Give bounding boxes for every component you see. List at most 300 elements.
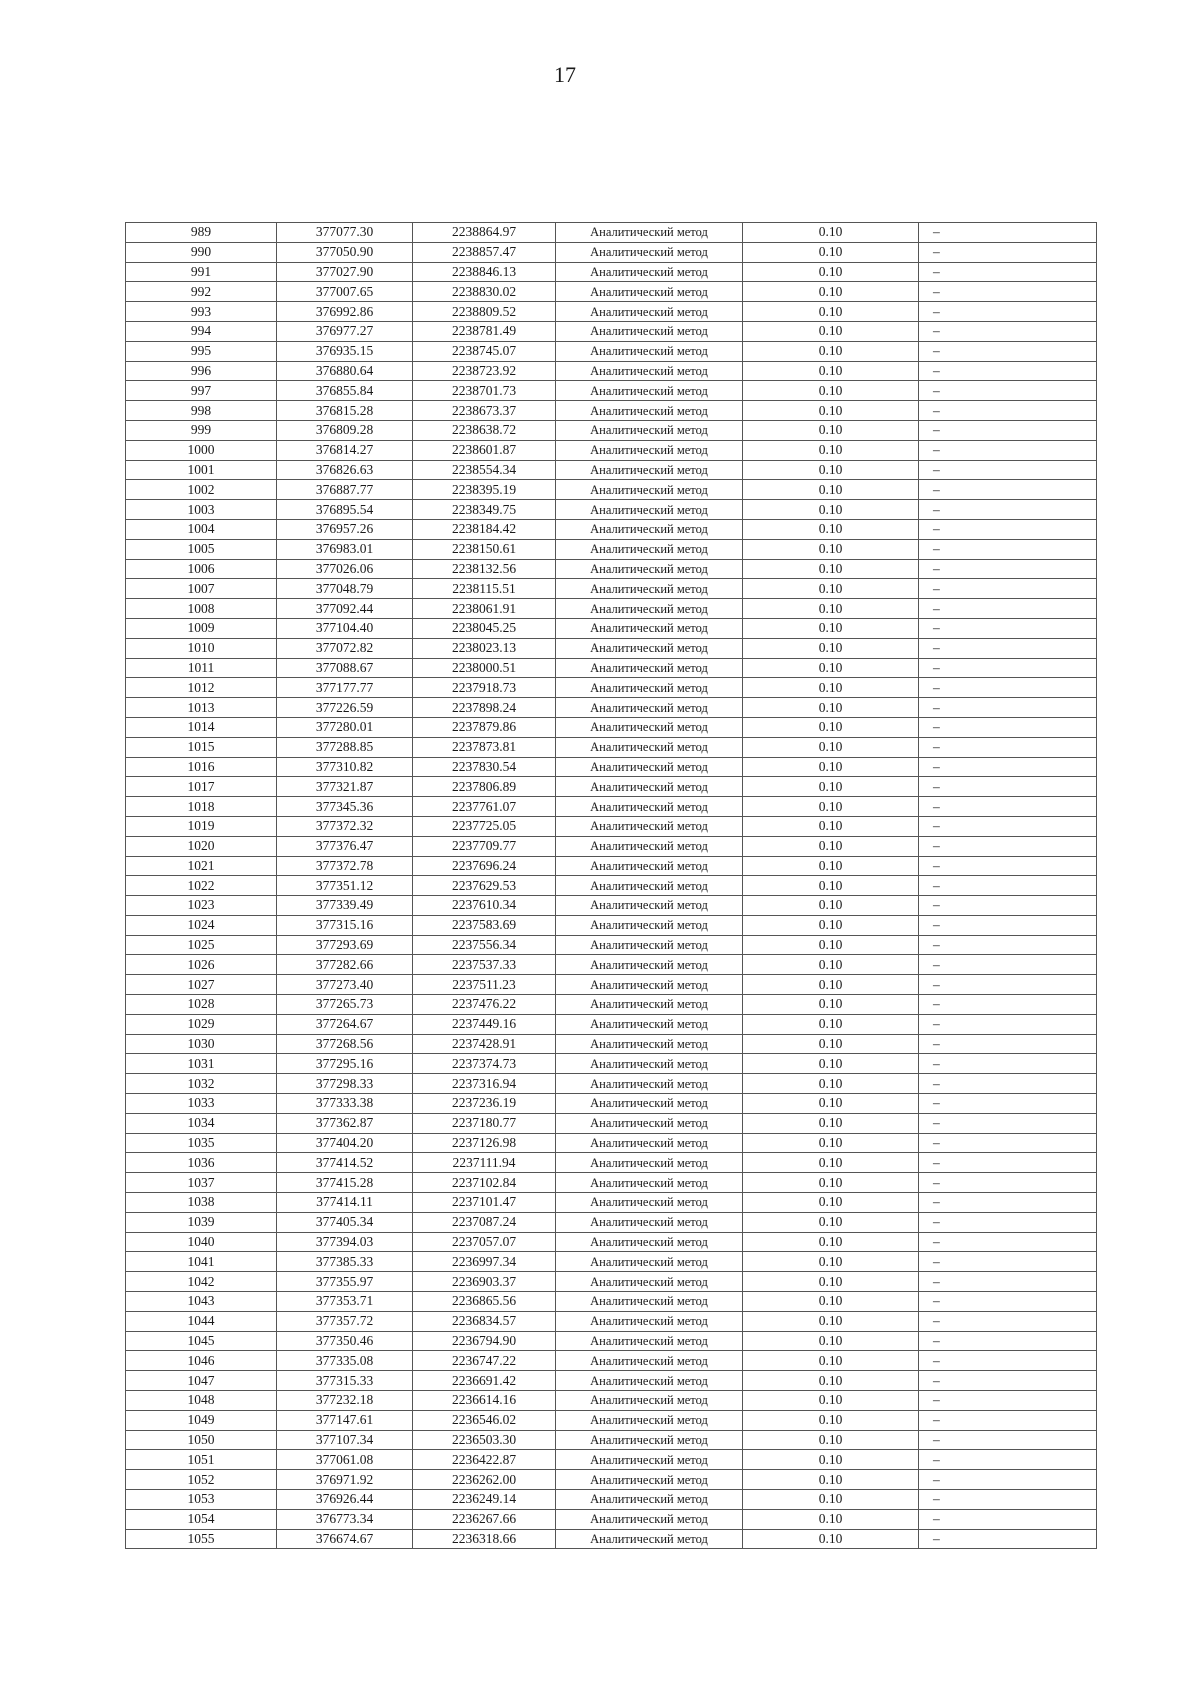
description-cell: – — [919, 321, 1097, 341]
point-number-cell: 1002 — [126, 480, 277, 500]
accuracy-cell: 0.10 — [743, 1450, 919, 1470]
description-cell: – — [919, 1212, 1097, 1232]
point-number-cell: 1055 — [126, 1529, 277, 1549]
point-number-cell: 1001 — [126, 460, 277, 480]
x-coordinate-cell: 377007.65 — [277, 282, 413, 302]
x-coordinate-cell: 377415.28 — [277, 1173, 413, 1193]
table-row — [126, 876, 1097, 896]
accuracy-cell: 0.10 — [743, 1232, 919, 1252]
y-coordinate-cell: 2237709.77 — [413, 836, 556, 856]
description-cell: – — [919, 896, 1097, 916]
method-cell: Аналитический метод — [556, 480, 743, 500]
description-cell: – — [919, 1074, 1097, 1094]
description-cell: – — [919, 1054, 1097, 1074]
accuracy-cell: 0.10 — [743, 618, 919, 638]
point-number-cell: 1047 — [126, 1371, 277, 1391]
method-cell: Аналитический метод — [556, 1430, 743, 1450]
point-number-cell: 996 — [126, 361, 277, 381]
table-row — [126, 302, 1097, 322]
x-coordinate-cell: 377339.49 — [277, 896, 413, 916]
method-cell: Аналитический метод — [556, 1252, 743, 1272]
description-cell: – — [919, 579, 1097, 599]
accuracy-cell: 0.10 — [743, 836, 919, 856]
method-cell: Аналитический метод — [556, 341, 743, 361]
table-row — [126, 1311, 1097, 1331]
y-coordinate-cell: 2238554.34 — [413, 460, 556, 480]
table-row — [126, 401, 1097, 421]
accuracy-cell: 0.10 — [743, 995, 919, 1015]
point-number-cell: 1032 — [126, 1074, 277, 1094]
x-coordinate-cell: 377026.06 — [277, 559, 413, 579]
description-cell: – — [919, 1351, 1097, 1371]
accuracy-cell: 0.10 — [743, 1311, 919, 1331]
accuracy-cell: 0.10 — [743, 1470, 919, 1490]
y-coordinate-cell: 2237236.19 — [413, 1094, 556, 1114]
table-row — [126, 955, 1097, 975]
y-coordinate-cell: 2236903.37 — [413, 1272, 556, 1292]
x-coordinate-cell: 376815.28 — [277, 401, 413, 421]
y-coordinate-cell: 2237830.54 — [413, 757, 556, 777]
x-coordinate-cell: 376957.26 — [277, 519, 413, 539]
table-row — [126, 1391, 1097, 1411]
accuracy-cell: 0.10 — [743, 1292, 919, 1312]
method-cell: Аналитический метод — [556, 1371, 743, 1391]
method-cell: Аналитический метод — [556, 440, 743, 460]
point-number-cell: 1034 — [126, 1113, 277, 1133]
y-coordinate-cell: 2236794.90 — [413, 1331, 556, 1351]
table-row — [126, 737, 1097, 757]
page-number: 17 — [554, 62, 576, 87]
x-coordinate-cell: 377061.08 — [277, 1450, 413, 1470]
method-cell: Аналитический метод — [556, 737, 743, 757]
x-coordinate-cell: 376977.27 — [277, 321, 413, 341]
accuracy-cell: 0.10 — [743, 1133, 919, 1153]
table-row — [126, 935, 1097, 955]
description-cell: – — [919, 737, 1097, 757]
coordinates-table — [125, 222, 1097, 1549]
accuracy-cell: 0.10 — [743, 717, 919, 737]
method-cell: Аналитический метод — [556, 1331, 743, 1351]
method-cell: Аналитический метод — [556, 1272, 743, 1292]
method-cell: Аналитический метод — [556, 262, 743, 282]
accuracy-cell: 0.10 — [743, 1351, 919, 1371]
accuracy-cell: 0.10 — [743, 757, 919, 777]
table-row — [126, 1470, 1097, 1490]
description-cell: – — [919, 698, 1097, 718]
method-cell: Аналитический метод — [556, 618, 743, 638]
y-coordinate-cell: 2238846.13 — [413, 262, 556, 282]
accuracy-cell: 0.10 — [743, 1371, 919, 1391]
table-row — [126, 836, 1097, 856]
x-coordinate-cell: 377362.87 — [277, 1113, 413, 1133]
x-coordinate-cell: 377092.44 — [277, 599, 413, 619]
accuracy-cell: 0.10 — [743, 876, 919, 896]
description-cell: – — [919, 1430, 1097, 1450]
y-coordinate-cell: 2238045.25 — [413, 618, 556, 638]
accuracy-cell: 0.10 — [743, 1034, 919, 1054]
x-coordinate-cell: 376983.01 — [277, 539, 413, 559]
accuracy-cell: 0.10 — [743, 678, 919, 698]
accuracy-cell: 0.10 — [743, 579, 919, 599]
point-number-cell: 1020 — [126, 836, 277, 856]
description-cell: – — [919, 1391, 1097, 1411]
x-coordinate-cell: 376674.67 — [277, 1529, 413, 1549]
accuracy-cell: 0.10 — [743, 1212, 919, 1232]
accuracy-cell: 0.10 — [743, 1054, 919, 1074]
accuracy-cell: 0.10 — [743, 975, 919, 995]
method-cell: Аналитический метод — [556, 1470, 743, 1490]
accuracy-cell: 0.10 — [743, 223, 919, 243]
method-cell: Аналитический метод — [556, 915, 743, 935]
point-number-cell: 1007 — [126, 579, 277, 599]
y-coordinate-cell: 2237102.84 — [413, 1173, 556, 1193]
accuracy-cell: 0.10 — [743, 1173, 919, 1193]
x-coordinate-cell: 377357.72 — [277, 1311, 413, 1331]
table-row — [126, 1212, 1097, 1232]
table-row — [126, 1490, 1097, 1510]
table-row — [126, 1193, 1097, 1213]
table-row — [126, 381, 1097, 401]
point-number-cell: 995 — [126, 341, 277, 361]
y-coordinate-cell: 2236997.34 — [413, 1252, 556, 1272]
method-cell: Аналитический метод — [556, 282, 743, 302]
table-row — [126, 658, 1097, 678]
description-cell: – — [919, 678, 1097, 698]
y-coordinate-cell: 2237126.98 — [413, 1133, 556, 1153]
description-cell: – — [919, 935, 1097, 955]
y-coordinate-cell: 2237449.16 — [413, 1014, 556, 1034]
accuracy-cell: 0.10 — [743, 500, 919, 520]
point-number-cell: 1054 — [126, 1509, 277, 1529]
y-coordinate-cell: 2237696.24 — [413, 856, 556, 876]
x-coordinate-cell: 377321.87 — [277, 777, 413, 797]
accuracy-cell: 0.10 — [743, 519, 919, 539]
x-coordinate-cell: 377298.33 — [277, 1074, 413, 1094]
table-row — [126, 1153, 1097, 1173]
point-number-cell: 1038 — [126, 1193, 277, 1213]
method-cell: Аналитический метод — [556, 797, 743, 817]
x-coordinate-cell: 377288.85 — [277, 737, 413, 757]
y-coordinate-cell: 2237180.77 — [413, 1113, 556, 1133]
table-row — [126, 1371, 1097, 1391]
y-coordinate-cell: 2238673.37 — [413, 401, 556, 421]
point-number-cell: 1030 — [126, 1034, 277, 1054]
method-cell: Аналитический метод — [556, 856, 743, 876]
table-row — [126, 816, 1097, 836]
accuracy-cell: 0.10 — [743, 797, 919, 817]
point-number-cell: 1010 — [126, 638, 277, 658]
y-coordinate-cell: 2238115.51 — [413, 579, 556, 599]
point-number-cell: 1033 — [126, 1094, 277, 1114]
x-coordinate-cell: 376935.15 — [277, 341, 413, 361]
table-row — [126, 321, 1097, 341]
method-cell: Аналитический метод — [556, 321, 743, 341]
x-coordinate-cell: 377414.11 — [277, 1193, 413, 1213]
method-cell: Аналитический метод — [556, 420, 743, 440]
x-coordinate-cell: 376809.28 — [277, 420, 413, 440]
y-coordinate-cell: 2236267.66 — [413, 1509, 556, 1529]
x-coordinate-cell: 377027.90 — [277, 262, 413, 282]
point-number-cell: 1012 — [126, 678, 277, 698]
accuracy-cell: 0.10 — [743, 341, 919, 361]
y-coordinate-cell: 2238395.19 — [413, 480, 556, 500]
point-number-cell: 1016 — [126, 757, 277, 777]
y-coordinate-cell: 2238023.13 — [413, 638, 556, 658]
description-cell: – — [919, 361, 1097, 381]
method-cell: Аналитический метод — [556, 1034, 743, 1054]
accuracy-cell: 0.10 — [743, 816, 919, 836]
table-row — [126, 896, 1097, 916]
point-number-cell: 1014 — [126, 717, 277, 737]
point-number-cell: 1048 — [126, 1391, 277, 1411]
description-cell: – — [919, 559, 1097, 579]
y-coordinate-cell: 2237629.53 — [413, 876, 556, 896]
accuracy-cell: 0.10 — [743, 1509, 919, 1529]
description-cell: – — [919, 1014, 1097, 1034]
x-coordinate-cell: 377107.34 — [277, 1430, 413, 1450]
method-cell: Аналитический метод — [556, 876, 743, 896]
point-number-cell: 997 — [126, 381, 277, 401]
y-coordinate-cell: 2237879.86 — [413, 717, 556, 737]
accuracy-cell: 0.10 — [743, 1490, 919, 1510]
point-number-cell: 1036 — [126, 1153, 277, 1173]
point-number-cell: 990 — [126, 242, 277, 262]
method-cell: Аналитический метод — [556, 361, 743, 381]
accuracy-cell: 0.10 — [743, 737, 919, 757]
method-cell: Аналитический метод — [556, 816, 743, 836]
x-coordinate-cell: 377376.47 — [277, 836, 413, 856]
method-cell: Аналитический метод — [556, 1311, 743, 1331]
table-row — [126, 440, 1097, 460]
x-coordinate-cell: 377072.82 — [277, 638, 413, 658]
point-number-cell: 1031 — [126, 1054, 277, 1074]
method-cell: Аналитический метод — [556, 1232, 743, 1252]
point-number-cell: 1003 — [126, 500, 277, 520]
method-cell: Аналитический метод — [556, 896, 743, 916]
y-coordinate-cell: 2237057.07 — [413, 1232, 556, 1252]
accuracy-cell: 0.10 — [743, 282, 919, 302]
table-row — [126, 717, 1097, 737]
y-coordinate-cell: 2237428.91 — [413, 1034, 556, 1054]
accuracy-cell: 0.10 — [743, 856, 919, 876]
table-row — [126, 797, 1097, 817]
accuracy-cell: 0.10 — [743, 698, 919, 718]
method-cell: Аналитический метод — [556, 1529, 743, 1549]
accuracy-cell: 0.10 — [743, 638, 919, 658]
table-row — [126, 638, 1097, 658]
point-number-cell: 1019 — [126, 816, 277, 836]
y-coordinate-cell: 2237806.89 — [413, 777, 556, 797]
description-cell: – — [919, 1490, 1097, 1510]
point-number-cell: 1023 — [126, 896, 277, 916]
x-coordinate-cell: 377232.18 — [277, 1391, 413, 1411]
table-row — [126, 420, 1097, 440]
x-coordinate-cell: 376887.77 — [277, 480, 413, 500]
description-cell: – — [919, 915, 1097, 935]
y-coordinate-cell: 2236546.02 — [413, 1410, 556, 1430]
accuracy-cell: 0.10 — [743, 242, 919, 262]
x-coordinate-cell: 377335.08 — [277, 1351, 413, 1371]
y-coordinate-cell: 2238864.97 — [413, 223, 556, 243]
description-cell: – — [919, 1509, 1097, 1529]
table-row — [126, 223, 1097, 243]
y-coordinate-cell: 2238349.75 — [413, 500, 556, 520]
method-cell: Аналитический метод — [556, 678, 743, 698]
description-cell: – — [919, 955, 1097, 975]
method-cell: Аналитический метод — [556, 1391, 743, 1411]
y-coordinate-cell: 2238638.72 — [413, 420, 556, 440]
method-cell: Аналитический метод — [556, 1351, 743, 1371]
table-row — [126, 341, 1097, 361]
y-coordinate-cell: 2237111.94 — [413, 1153, 556, 1173]
description-cell: – — [919, 618, 1097, 638]
y-coordinate-cell: 2237725.05 — [413, 816, 556, 836]
description-cell: – — [919, 1173, 1097, 1193]
point-number-cell: 1017 — [126, 777, 277, 797]
accuracy-cell: 0.10 — [743, 1153, 919, 1173]
accuracy-cell: 0.10 — [743, 1529, 919, 1549]
y-coordinate-cell: 2237873.81 — [413, 737, 556, 757]
point-number-cell: 1021 — [126, 856, 277, 876]
accuracy-cell: 0.10 — [743, 1074, 919, 1094]
description-cell: – — [919, 658, 1097, 678]
table-row — [126, 1133, 1097, 1153]
point-number-cell: 1037 — [126, 1173, 277, 1193]
accuracy-cell: 0.10 — [743, 401, 919, 421]
description-cell: – — [919, 1133, 1097, 1153]
method-cell: Аналитический метод — [556, 717, 743, 737]
accuracy-cell: 0.10 — [743, 539, 919, 559]
y-coordinate-cell: 2236262.00 — [413, 1470, 556, 1490]
y-coordinate-cell: 2238781.49 — [413, 321, 556, 341]
method-cell: Аналитический метод — [556, 1509, 743, 1529]
point-number-cell: 1044 — [126, 1311, 277, 1331]
description-cell: – — [919, 420, 1097, 440]
table-row — [126, 1410, 1097, 1430]
method-cell: Аналитический метод — [556, 975, 743, 995]
accuracy-cell: 0.10 — [743, 420, 919, 440]
table-row — [126, 856, 1097, 876]
table-row — [126, 975, 1097, 995]
description-cell: – — [919, 381, 1097, 401]
point-number-cell: 1029 — [126, 1014, 277, 1034]
table-row — [126, 1292, 1097, 1312]
description-cell: – — [919, 262, 1097, 282]
method-cell: Аналитический метод — [556, 500, 743, 520]
x-coordinate-cell: 377268.56 — [277, 1034, 413, 1054]
method-cell: Аналитический метод — [556, 935, 743, 955]
point-number-cell: 1000 — [126, 440, 277, 460]
accuracy-cell: 0.10 — [743, 1391, 919, 1411]
table-row — [126, 460, 1097, 480]
point-number-cell: 1022 — [126, 876, 277, 896]
x-coordinate-cell: 377394.03 — [277, 1232, 413, 1252]
table-row — [126, 618, 1097, 638]
y-coordinate-cell: 2237374.73 — [413, 1054, 556, 1074]
y-coordinate-cell: 2237316.94 — [413, 1074, 556, 1094]
accuracy-cell: 0.10 — [743, 321, 919, 341]
method-cell: Аналитический метод — [556, 1094, 743, 1114]
description-cell: – — [919, 1529, 1097, 1549]
point-number-cell: 991 — [126, 262, 277, 282]
method-cell: Аналитический метод — [556, 401, 743, 421]
description-cell: – — [919, 223, 1097, 243]
y-coordinate-cell: 2237610.34 — [413, 896, 556, 916]
method-cell: Аналитический метод — [556, 1133, 743, 1153]
y-coordinate-cell: 2237511.23 — [413, 975, 556, 995]
table-row — [126, 1014, 1097, 1034]
description-cell: – — [919, 1034, 1097, 1054]
method-cell: Аналитический метод — [556, 777, 743, 797]
x-coordinate-cell: 377345.36 — [277, 797, 413, 817]
description-cell: – — [919, 519, 1097, 539]
table-row — [126, 1034, 1097, 1054]
method-cell: Аналитический метод — [556, 1450, 743, 1470]
table-row — [126, 579, 1097, 599]
description-cell: – — [919, 1470, 1097, 1490]
description-cell: – — [919, 1193, 1097, 1213]
table-row — [126, 1252, 1097, 1272]
table-row — [126, 1529, 1097, 1549]
method-cell: Аналитический метод — [556, 638, 743, 658]
description-cell: – — [919, 1232, 1097, 1252]
table-row — [126, 539, 1097, 559]
point-number-cell: 1051 — [126, 1450, 277, 1470]
accuracy-cell: 0.10 — [743, 302, 919, 322]
point-number-cell: 1027 — [126, 975, 277, 995]
coordinates-table-body — [126, 223, 1097, 1549]
table-row — [126, 698, 1097, 718]
method-cell: Аналитический метод — [556, 1292, 743, 1312]
accuracy-cell: 0.10 — [743, 460, 919, 480]
description-cell: – — [919, 341, 1097, 361]
x-coordinate-cell: 377226.59 — [277, 698, 413, 718]
accuracy-cell: 0.10 — [743, 1331, 919, 1351]
accuracy-cell: 0.10 — [743, 1094, 919, 1114]
point-number-cell: 992 — [126, 282, 277, 302]
description-cell: – — [919, 1410, 1097, 1430]
method-cell: Аналитический метод — [556, 539, 743, 559]
point-number-cell: 994 — [126, 321, 277, 341]
point-number-cell: 1013 — [126, 698, 277, 718]
description-cell: – — [919, 401, 1097, 421]
y-coordinate-cell: 2238601.87 — [413, 440, 556, 460]
description-cell: – — [919, 1252, 1097, 1272]
x-coordinate-cell: 377088.67 — [277, 658, 413, 678]
accuracy-cell: 0.10 — [743, 915, 919, 935]
method-cell: Аналитический метод — [556, 1490, 743, 1510]
point-number-cell: 1035 — [126, 1133, 277, 1153]
table-row — [126, 1450, 1097, 1470]
point-number-cell: 1052 — [126, 1470, 277, 1490]
table-row — [126, 1054, 1097, 1074]
description-cell: – — [919, 1311, 1097, 1331]
x-coordinate-cell: 377351.12 — [277, 876, 413, 896]
x-coordinate-cell: 377177.77 — [277, 678, 413, 698]
x-coordinate-cell: 377293.69 — [277, 935, 413, 955]
table-row — [126, 500, 1097, 520]
method-cell: Аналитический метод — [556, 460, 743, 480]
description-cell: – — [919, 539, 1097, 559]
table-row — [126, 1074, 1097, 1094]
x-coordinate-cell: 376992.86 — [277, 302, 413, 322]
x-coordinate-cell: 377414.52 — [277, 1153, 413, 1173]
description-cell: – — [919, 1153, 1097, 1173]
y-coordinate-cell: 2238857.47 — [413, 242, 556, 262]
point-number-cell: 1049 — [126, 1410, 277, 1430]
y-coordinate-cell: 2236691.42 — [413, 1371, 556, 1391]
description-cell: – — [919, 282, 1097, 302]
